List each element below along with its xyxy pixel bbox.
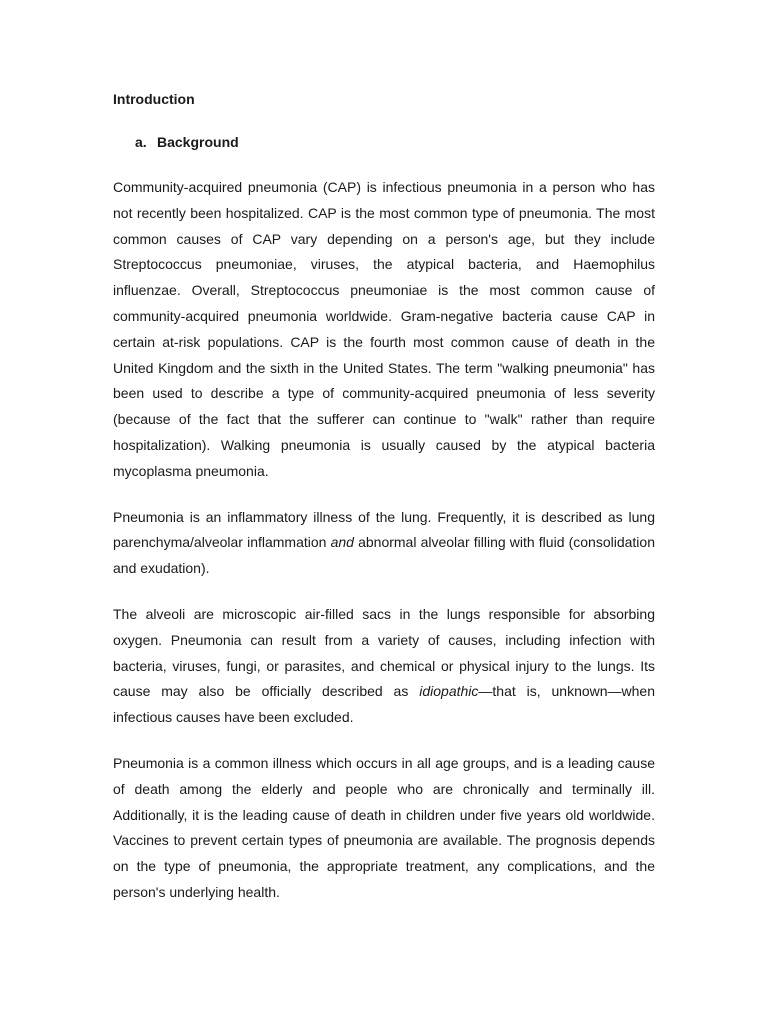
paragraph-alveoli [113, 602, 655, 731]
emphasis-text: and [330, 534, 354, 551]
emphasis-text: idiopathic [419, 683, 479, 700]
subsection-heading [135, 131, 655, 153]
subsection-marker: a. [135, 134, 147, 150]
document-page [113, 88, 655, 906]
paragraph-prevalence: Pneumonia is a common illness which occurs in all age groups, and is a leading cause of death among the elderly and people who are chronically and terminally ill. Additionally, it is the leading cause of death in children under five years old worldwide. Vaccines to prevent certain types of pneumonia are available. The prognosis depends on the type of pneumonia, the appropriate treatment, any complications, and the person's underlying health. [113, 754, 655, 900]
paragraph-cap: Community-acquired pneumonia (CAP) is infectious pneumonia in a person who has not recently been hospitalized. CAP is the most common type of pneumonia. The most common causes of CAP vary depending on a person's age, but they include Streptococcus pneumoniae, viruses, the atypical bacteria, and Haemophilus influenzae. Overall, Streptococcus pneumoniae is the most common cause of community-acquired pneumonia worldwide. Gram-negative bacteria cause CAP in certain at-risk populations. CAP is the fourth most common cause of death in the United Kingdom and the sixth in the United States. The term "walking pneumonia" has been used to describe a type of community-acquired pneumonia of less severity (because of the fact that the sufferer can continue to "walk" rather than require hospitalization). Walking pneumonia is usually caused by the atypical bacteria mycoplasma pneumonia. [113, 179, 655, 479]
section-heading: Introduction [113, 91, 195, 107]
paragraph-pneumonia-definition [113, 505, 655, 582]
paragraph-text: Pneumonia is an inflammatory illness of the lung. Frequently, it is described as lung parenchyma/alveolar inflammation [113, 508, 655, 551]
paragraph-text: The alveoli are microscopic air-filled sacs in the lungs responsible for absorbing oxygen. Pneumonia can result from a variety of causes, including infection with bacteria, viruses, fungi, or parasites, and chemical or physical injury to the lungs. Its cause may also be officially described as [113, 605, 655, 700]
paragraph-text: abnormal alveolar filling with fluid (consolidation and exudation). [113, 534, 655, 577]
subsection-label: Background [157, 134, 239, 150]
paragraph-text: —that is, unknown—when infectious causes have been excluded. [113, 683, 656, 726]
